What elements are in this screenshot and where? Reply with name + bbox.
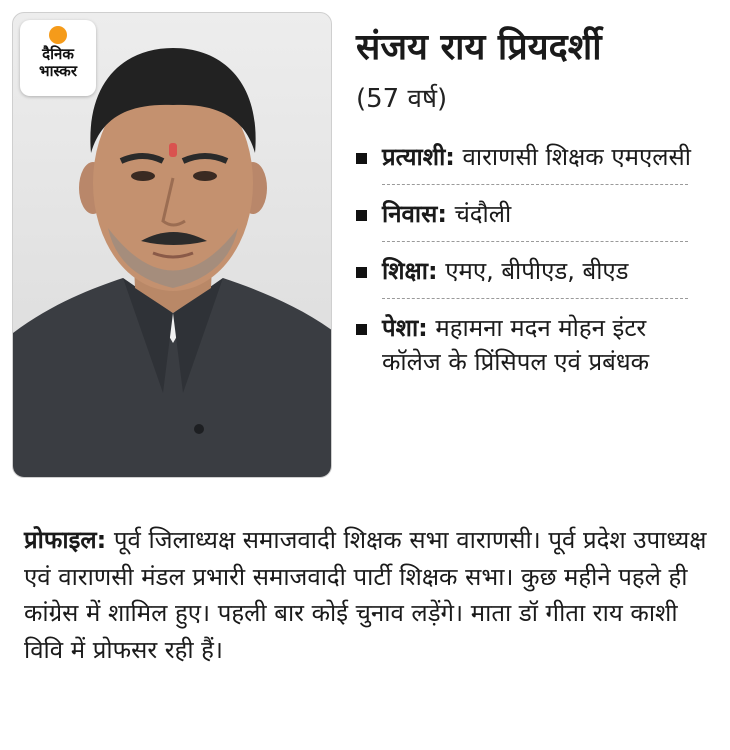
logo-text-line2: भास्कर	[39, 62, 77, 80]
fact-value: चंदौली	[454, 200, 512, 228]
sun-icon	[49, 26, 67, 44]
square-bullet-icon	[356, 153, 367, 164]
square-bullet-icon	[356, 324, 367, 335]
dashed-divider	[382, 241, 688, 242]
profile-paragraph	[24, 522, 714, 668]
fact-label: पेशा:	[382, 314, 428, 342]
fact-label: निवास:	[382, 200, 447, 228]
fact-candidate-for	[356, 140, 696, 174]
profile-label: प्रोफाइल:	[24, 526, 107, 554]
logo-text-line1: दैनिक	[42, 45, 74, 63]
fact-value: एमए, बीपीएड, बीएड	[445, 257, 629, 285]
dainik-bhaskar-logo	[20, 20, 96, 96]
fact-label: प्रत्याशी:	[382, 143, 455, 171]
fact-value: महामना मदन मोहन इंटर कॉलेज के प्रिंसिपल एवं प्रबंधक	[382, 314, 650, 376]
candidate-facts-list	[356, 140, 696, 379]
dashed-divider	[382, 298, 688, 299]
candidate-age: (57 वर्ष)	[356, 84, 448, 114]
candidate-name: संजय राय प्रियदर्शी	[356, 27, 602, 68]
fact-education	[356, 254, 696, 288]
square-bullet-icon	[356, 267, 367, 278]
fact-value: वाराणसी शिक्षक एमएलसी	[462, 143, 691, 171]
square-bullet-icon	[356, 210, 367, 221]
fact-profession	[356, 311, 696, 379]
fact-residence	[356, 197, 696, 231]
fact-label: शिक्षा:	[382, 257, 438, 285]
profile-text: पूर्व जिलाध्यक्ष समाजवादी शिक्षक सभा वाराणसी। पूर्व प्रदेश उपाध्यक्ष एवं वाराणसी मंडल प्रभारी समाजवादी पार्टी शिक्षक सभा। कुछ महीने पहले ही कांग्रेस में शामिल हुए। पहली बार कोई चुनाव लड़ेंगे। माता डॉ गीता राय काशी विवि में प्रोफसर रही हैं।	[24, 526, 707, 664]
dashed-divider	[382, 184, 688, 185]
